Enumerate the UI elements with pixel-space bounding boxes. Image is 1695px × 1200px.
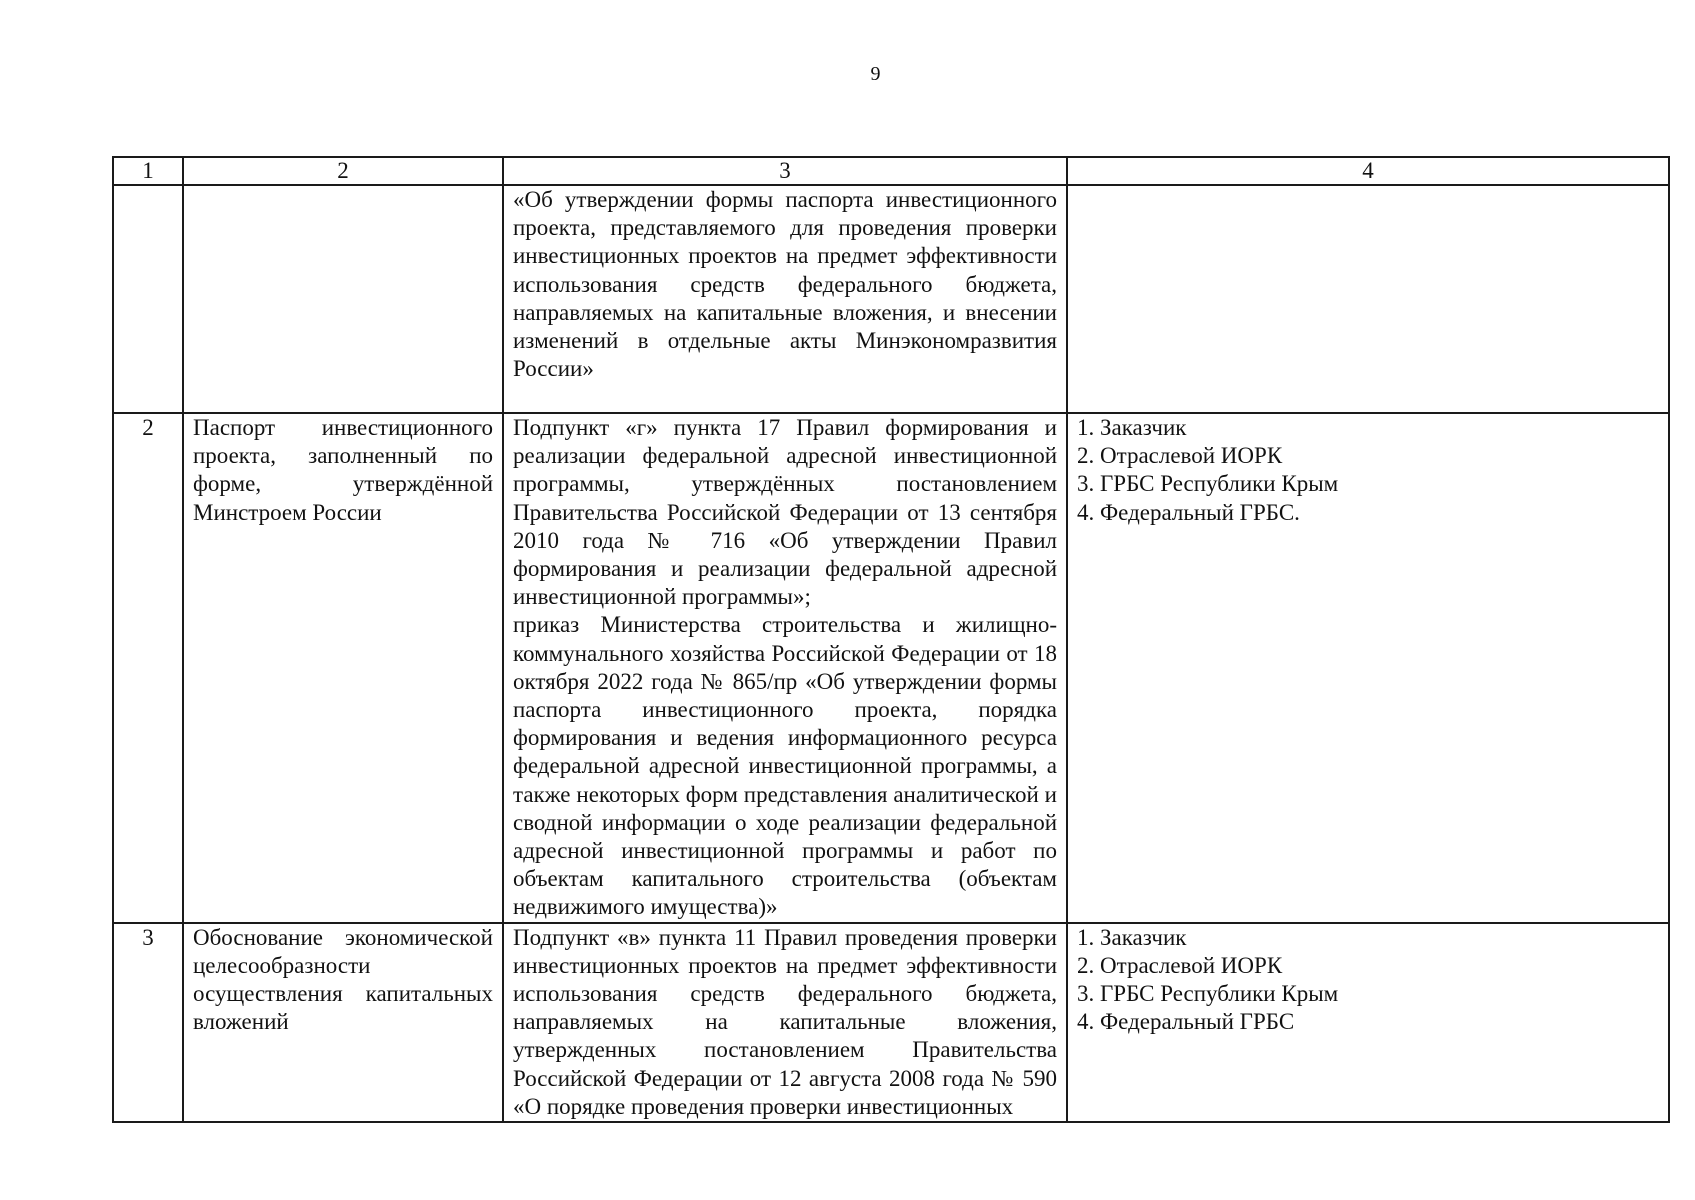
page-number: 9 xyxy=(870,63,881,85)
row-number: 2 xyxy=(113,413,183,923)
row-number: 3 xyxy=(113,923,183,1122)
legal-basis-paragraph: Подпункт «г» пункта 17 Правил формирования и реализации федеральной адресной инвестиционной программы, утверждённых постановлением Правительства Российской Федерации от 13 сентября 2010 года № 716 «Об утверждении Правил формирования и реализации федеральной адресной инвестиционной программы»; xyxy=(513,415,1057,610)
document-name: Обоснование экономической целесообразности осуществления капитальных вложений xyxy=(183,923,503,1122)
list-item: 4. Федеральный ГРБС xyxy=(1077,1009,1295,1035)
column-header-2: 2 xyxy=(183,157,503,185)
table-row xyxy=(113,185,1669,413)
list-item: 1. Заказчик xyxy=(1077,924,1187,950)
table-header-row xyxy=(113,157,1669,185)
list-item: 2. Отраслевой ИОРК xyxy=(1077,443,1283,469)
table-row xyxy=(113,923,1669,1122)
list-item: 1. Заказчик xyxy=(1077,415,1187,440)
list-item: 4. Федеральный ГРБС. xyxy=(1077,499,1300,525)
list-item: 3. ГРБС Республики Крым xyxy=(1077,981,1339,1007)
document-name: Паспорт инвестиционного проекта, заполненный по форме, утверждённой Минстроем России xyxy=(183,413,503,923)
responsible-parties xyxy=(1067,923,1669,1122)
document-name xyxy=(183,185,503,413)
table-row xyxy=(113,413,1669,923)
row-number xyxy=(113,185,183,413)
list-item: 2. Отраслевой ИОРК xyxy=(1077,952,1283,978)
legal-basis xyxy=(503,923,1067,1122)
column-header-3: 3 xyxy=(503,157,1067,185)
responsible-list xyxy=(1077,924,1659,1037)
column-header-1: 1 xyxy=(113,157,183,185)
responsible-list xyxy=(1077,414,1659,527)
legal-basis-paragraph: Подпункт «в» пункта 11 Правил проведения проверки инвестиционных проектов на предмет эффективности использования средств федерального бюджета, направляемых на капитальные вложения, утвержденных постановлением Правительства Российской Федерации от 12 августа 2008 года № 590 «О порядке проведения проверки инвестиционных xyxy=(513,924,1057,1119)
legal-basis xyxy=(503,185,1067,413)
list-item: 3. ГРБС Республики Крым xyxy=(1077,471,1339,497)
column-header-4: 4 xyxy=(1067,157,1669,185)
legal-basis xyxy=(503,413,1067,923)
legal-basis-paragraph: «Об утверждении формы паспорта инвестиционного проекта, представляемого для проведения проверки инвестиционных проектов на предмет эффективности использования средств федерального бюджета, направляемых на капитальные вложения, и внесении изменений в отдельные акты Минэкономразвития России» xyxy=(513,187,1057,382)
responsible-parties xyxy=(1067,413,1669,923)
document-table xyxy=(112,156,1670,1123)
legal-basis-paragraph: приказ Министерства строительства и жилищно-коммунального хозяйства Российской Федерации от 18 октября 2022 года № 865/пр «Об утверждении формы паспорта инвестиционного проекта, порядка формирования и ведения информационного ресурса федеральной адресной инвестиционной программы, а также некоторых форм представления аналитической и сводной информации о ходе реализации федеральной адресной инвестиционной программы и работ по объектам капитального строительства (объектам недвижимого имущества)» xyxy=(513,612,1057,920)
responsible-parties xyxy=(1067,185,1669,413)
